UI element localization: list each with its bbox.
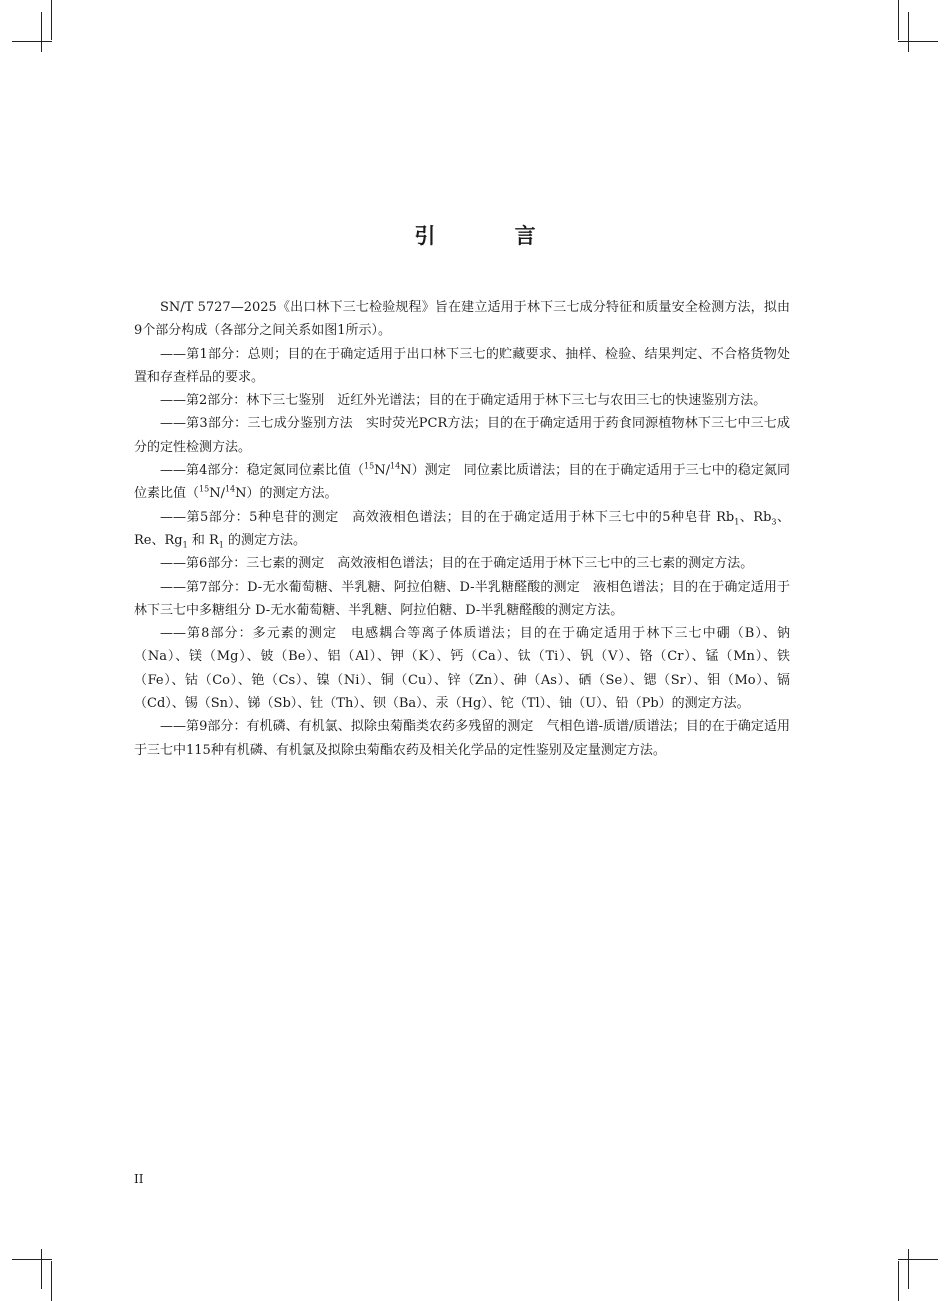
document-body	[134, 296, 790, 762]
crop-mark-br-v2	[898, 1261, 899, 1301]
crop-mark-tl-v	[41, 12, 42, 52]
isotope-15-sup-2: 15	[199, 485, 210, 495]
crop-mark-bl-h	[12, 1259, 52, 1260]
part-4-n: N/	[374, 463, 390, 479]
part-4-b: N）测定 同位素比质谱法；目的在于确定适用于三七中的稳定氮同位素比值（	[134, 463, 790, 502]
page-number: II	[134, 1172, 144, 1186]
part-5-c: 、Re、Rg	[134, 509, 790, 548]
part-2: ——第2部分：林下三七鉴别 近红外光谱法；目的在于确定适用于林下三七与农田三七的快速鉴别方法。	[160, 393, 767, 409]
part-6: ——第6部分：三七素的测定 高效液相色谱法；目的在于确定适用于林下三七中的三七素的测定方法。	[160, 556, 754, 572]
crop-mark-bl-v	[41, 1249, 42, 1289]
part-4-n-2: N/	[209, 486, 225, 502]
isotope-14-sup: 14	[389, 461, 401, 471]
r1-sub: 1	[218, 540, 224, 550]
part-4-c: N）的测定方法。	[235, 486, 338, 502]
part-4	[134, 459, 790, 506]
part-4-a: ——第4部分：稳定氮同位素比值（	[160, 463, 365, 479]
rb1-sub: 1	[734, 517, 740, 527]
part-5-a: ——第5部分：5种皂苷的测定 高效液相色谱法；目的在于确定适用于林下三七中的5种皂苷 Rb	[160, 509, 735, 525]
part-9: ——第9部分：有机磷、有机氯、拟除虫菊酯类农药多残留的测定 气相色谱-质谱/质谱法；目的在于确定适用于三七中115种有机磷、有机氯及拟除虫菊酯农药及相关化学品的定性鉴别及定量测定方法。	[134, 719, 790, 758]
part-5-d: 和 R	[187, 532, 219, 548]
crop-mark-tr-v	[908, 12, 909, 52]
part-5	[134, 506, 790, 553]
crop-mark-bl-v2	[51, 1261, 52, 1301]
page-title: 引 言	[414, 224, 572, 248]
intro-paragraph: SN/T 5727—2025《出口林下三七检验规程》旨在建立适用于林下三七成分特征和质量安全检测方法，拟由9个部分构成（各部分之间关系如图1所示）。	[134, 300, 790, 339]
crop-mark-br-h	[898, 1259, 938, 1260]
part-5-e: 的测定方法。	[223, 532, 306, 548]
rg1-sub: 1	[182, 540, 188, 550]
isotope-15-sup: 15	[364, 461, 375, 471]
isotope-14-sup-2: 14	[224, 485, 236, 495]
part-5-b: 、Rb	[739, 509, 772, 525]
part-3: ——第3部分：三七成分鉴别方法 实时荧光PCR方法；目的在于确定适用于药食同源植物林下三七中三七成分的定性检测方法。	[134, 416, 790, 455]
rb3-sub: 3	[771, 517, 777, 527]
crop-mark-tr-h	[898, 41, 938, 42]
part-8: ——第8部分：多元素的测定 电感耦合等离子体质谱法；目的在于确定适用于林下三七中硼（B）、钠（Na）、镁（Mg）、铍（Be）、铝（Al）、钾（K）、钙（Ca）、钛（Ti）、钒（V）、铬（Cr）、锰（Mn）、铁（Fe）、钴（Co）、铯（Cs）、镍（Ni）、铜（Cu）、锌（Zn）、砷（As）、硒（Se）、锶（Sr）、钼（Mo）、镉（Cd）、锡（Sn）、锑（Sb）、钍（Th）、钡（Ba）、汞（Hg）、铊（Tl）、铀（U）、铅（Pb）的测定方法。	[134, 626, 790, 712]
crop-mark-tr-v2	[898, 0, 899, 40]
crop-mark-tl-h	[12, 41, 52, 42]
part-1: ——第1部分：总则；目的在于确定适用于出口林下三七的贮藏要求、抽样、检验、结果判定、不合格货物处置和存查样品的要求。	[134, 346, 790, 385]
part-7: ——第7部分：D-无水葡萄糖、半乳糖、阿拉伯糖、D-半乳糖醛酸的测定 液相色谱法；目的在于确定适用于林下三七中多糖组分 D-无水葡萄糖、半乳糖、阿拉伯糖、D-半乳糖醛酸的测定方法。	[134, 579, 790, 618]
crop-mark-tl-v2	[51, 0, 52, 40]
crop-mark-br-v	[908, 1249, 909, 1289]
